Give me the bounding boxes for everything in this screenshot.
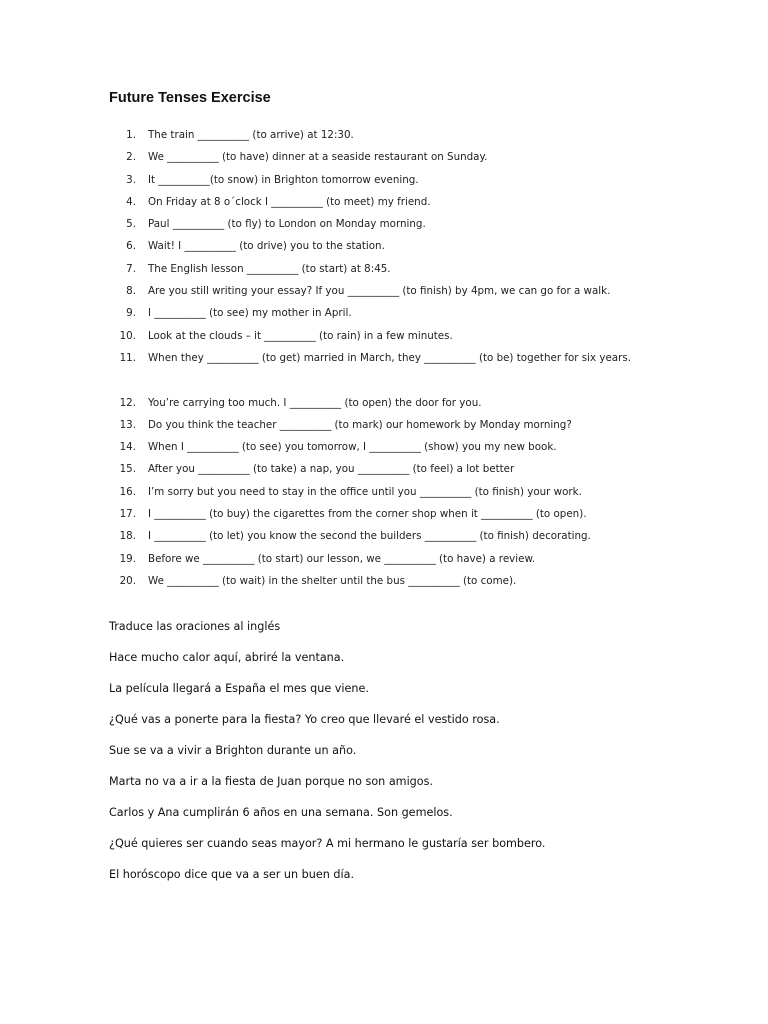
exercise-text: The train __________ (to arrive) at 12:30.: [148, 129, 354, 141]
exercise-item: [0, 146, 768, 168]
exercise-text: The English lesson __________ (to start) at 8:45.: [148, 262, 391, 275]
exercise-number: 8.: [126, 285, 136, 298]
exercise-text: Look at the clouds – it __________ (to rain) in a few minutes.: [148, 329, 453, 342]
exercise-text: I __________ (to buy) the cigarettes from the corner shop when it __________ (to open).: [148, 508, 587, 521]
translation-sentence: La película llegará a España el mes que viene.: [109, 682, 369, 695]
exercise-item: [0, 392, 768, 414]
translation-sentence: Hace mucho calor aquí, abriré la ventana.: [109, 651, 345, 664]
exercise-item: [0, 503, 768, 525]
exercise-number: 19.: [119, 552, 136, 565]
exercise-number: 7.: [126, 262, 136, 275]
translation-sentence: ¿Qué vas a ponerte para la fiesta? Yo creo que llevaré el vestido rosa.: [109, 713, 500, 726]
exercise-item: [0, 325, 768, 347]
exercise-text: I __________ (to see) my mother in April.: [148, 307, 352, 320]
exercise-number: 3.: [126, 173, 136, 186]
exercise-item: [0, 414, 768, 436]
translation-sentence: Sue se va a vivir a Brighton durante un año.: [109, 744, 357, 757]
exercise-text: When I __________ (to see) you tomorrow, I __________ (show) you my new book.: [148, 441, 557, 454]
exercise-number: 9.: [126, 307, 136, 320]
exercise-text: Wait! I __________ (to drive) you to the station.: [148, 240, 385, 253]
exercise-item: [0, 458, 768, 480]
exercise-text: I’m sorry but you need to stay in the office until you __________ (to finish) your work.: [148, 485, 582, 498]
exercise-text: It __________(to snow) in Brighton tomorrow evening.: [148, 173, 419, 186]
page-title: Future Tenses Exercise: [109, 90, 271, 106]
exercise-item: [0, 525, 768, 547]
exercise-item: [0, 436, 768, 458]
exercise-item: [0, 124, 768, 146]
exercise-item: [0, 481, 768, 503]
exercise-text: We __________ (to wait) in the shelter until the bus __________ (to come).: [148, 574, 517, 587]
exercise-item: [0, 570, 768, 592]
exercise-number: 13.: [119, 418, 136, 431]
exercise-number: 2.: [126, 151, 136, 164]
exercise-number: 15.: [119, 463, 136, 476]
exercise-text: You’re carrying too much. I __________ (to open) the door for you.: [148, 396, 482, 409]
exercise-item: [0, 302, 768, 324]
exercise-item: [0, 258, 768, 280]
exercise-number: 20.: [119, 574, 136, 587]
exercise-list: [0, 124, 768, 592]
exercise-item: [0, 213, 768, 235]
exercise-item: [0, 191, 768, 213]
exercise-text: On Friday at 8 o´clock I __________ (to meet) my friend.: [148, 195, 431, 208]
exercise-number: 18.: [119, 530, 136, 543]
exercise-number: 17.: [119, 508, 136, 521]
exercise-number: 6.: [126, 240, 136, 253]
exercise-number: 11.: [119, 351, 136, 364]
exercise-number: 14.: [119, 441, 136, 454]
exercise-item: [0, 347, 768, 392]
translation-section: [109, 614, 669, 893]
exercise-text: Do you think the teacher __________ (to mark) our homework by Monday morning?: [148, 418, 572, 431]
exercise-number: 1.: [126, 129, 136, 141]
exercise-number: 4.: [126, 195, 136, 208]
exercise-number: 5.: [126, 218, 136, 231]
exercise-number: 10.: [119, 329, 136, 342]
translation-sentence: Marta no va a ir a la fiesta de Juan porque no son amigos.: [109, 775, 434, 788]
exercise-text: When they __________ (to get) married in March, they __________ (to be) together for six years.: [148, 351, 631, 364]
exercise-item: [0, 280, 768, 302]
exercise-text: Before we __________ (to start) our lesson, we __________ (to have) a review.: [148, 552, 536, 565]
exercise-item: [0, 169, 768, 191]
exercise-number: 12.: [119, 396, 136, 409]
exercise-text: We __________ (to have) dinner at a seaside restaurant on Sunday.: [148, 151, 488, 164]
exercise-text: Paul __________ (to fly) to London on Monday morning.: [148, 218, 426, 231]
exercise-item: [0, 548, 768, 570]
translation-heading: Traduce las oraciones al inglés: [109, 620, 281, 633]
translation-sentence: El horóscopo dice que va a ser un buen día.: [109, 868, 355, 881]
exercise-text: I __________ (to let) you know the second the builders __________ (to finish) decorating.: [148, 530, 591, 543]
exercise-item: [0, 235, 768, 257]
exercise-text: After you __________ (to take) a nap, you __________ (to feel) a lot better: [148, 463, 515, 476]
exercise-text: Are you still writing your essay? If you __________ (to finish) by 4pm, we can go for a walk.: [148, 285, 611, 298]
translation-sentence: ¿Qué quieres ser cuando seas mayor? A mi hermano le gustaría ser bombero.: [109, 837, 546, 850]
exercise-number: 16.: [119, 485, 136, 498]
translation-sentence: Carlos y Ana cumplirán 6 años en una semana. Son gemelos.: [109, 806, 453, 819]
